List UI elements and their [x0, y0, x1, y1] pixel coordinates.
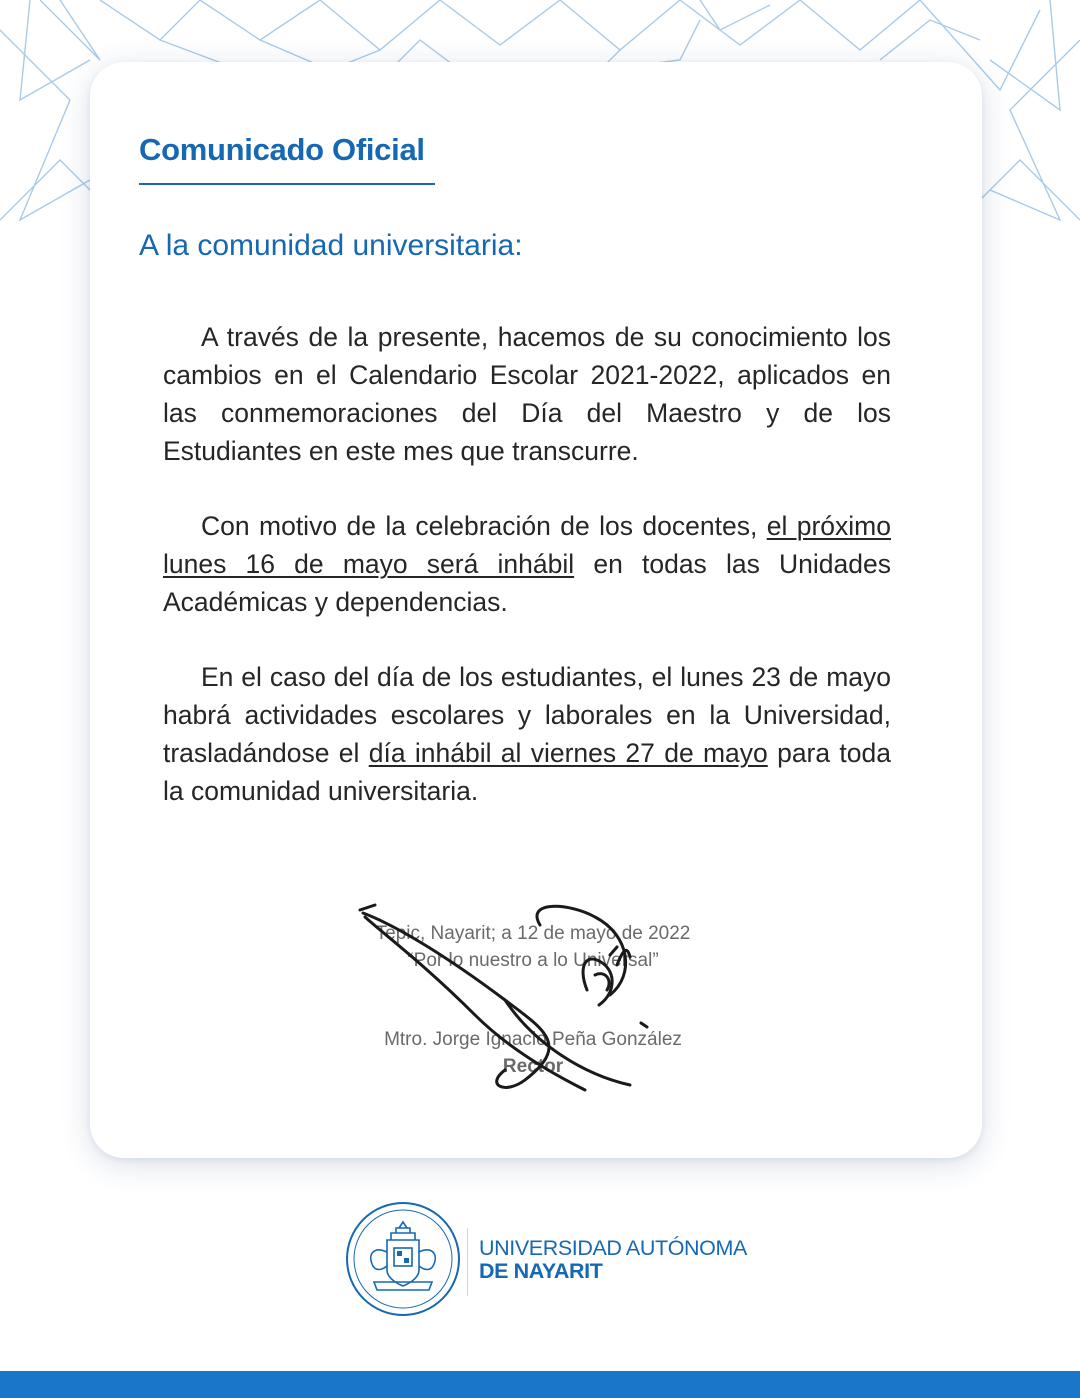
signatory-role: Rector — [502, 1056, 564, 1077]
page-title: Comunicado Oficial — [139, 132, 425, 167]
paragraph-teachers-day — [163, 507, 891, 621]
paragraph-3-text-before: En el caso del día de los estudiantes, el lunes 23 de mayo habrá actividades escolares y laborales en la Universidad, trasladándose el — [163, 662, 891, 768]
handwritten-signature-icon — [355, 895, 665, 1105]
place-and-date: Tepic, Nayarit; a 12 de mayo de 2022 — [375, 923, 691, 944]
university-name-line-2: DE NAYARIT — [479, 1259, 603, 1283]
logo-divider — [467, 1228, 468, 1296]
title-underline — [139, 183, 435, 185]
university-seal-icon — [344, 1200, 462, 1318]
university-name-line-1: UNIVERSIDAD AUTÓNOMA — [479, 1236, 747, 1260]
paragraph-students-day — [163, 658, 891, 810]
university-motto: “Por lo nuestro a lo Universal” — [407, 950, 659, 971]
highlight-may-16-holiday: el próximo lunes 16 de mayo será inhábil — [163, 511, 891, 579]
bottom-brand-bar — [0, 1371, 1080, 1398]
paragraph-calendar-changes: A través de la presente, hacemos de su conocimiento los cambios en el Calendario Escolar 2021-2022, aplicados en las conmemoraciones del Día del Maestro y de los Estudiantes en este mes que transcurre. — [163, 322, 891, 466]
university-name — [479, 1237, 779, 1283]
greeting-heading: A la comunidad universitaria: — [139, 229, 523, 262]
paragraph-2-text-after: en todas las Unidades Académicas y dependencias. — [163, 549, 891, 617]
highlight-may-27-holiday: día inhábil al viernes 27 de mayo — [368, 738, 768, 768]
paragraph-2-text-before: Con motivo de la celebración de los docentes, — [201, 511, 767, 541]
paragraph-3-text-after: para toda la comunidad universitaria. — [163, 738, 891, 806]
signatory-name: Mtro. Jorge Ignacio Peña González — [384, 1029, 682, 1050]
